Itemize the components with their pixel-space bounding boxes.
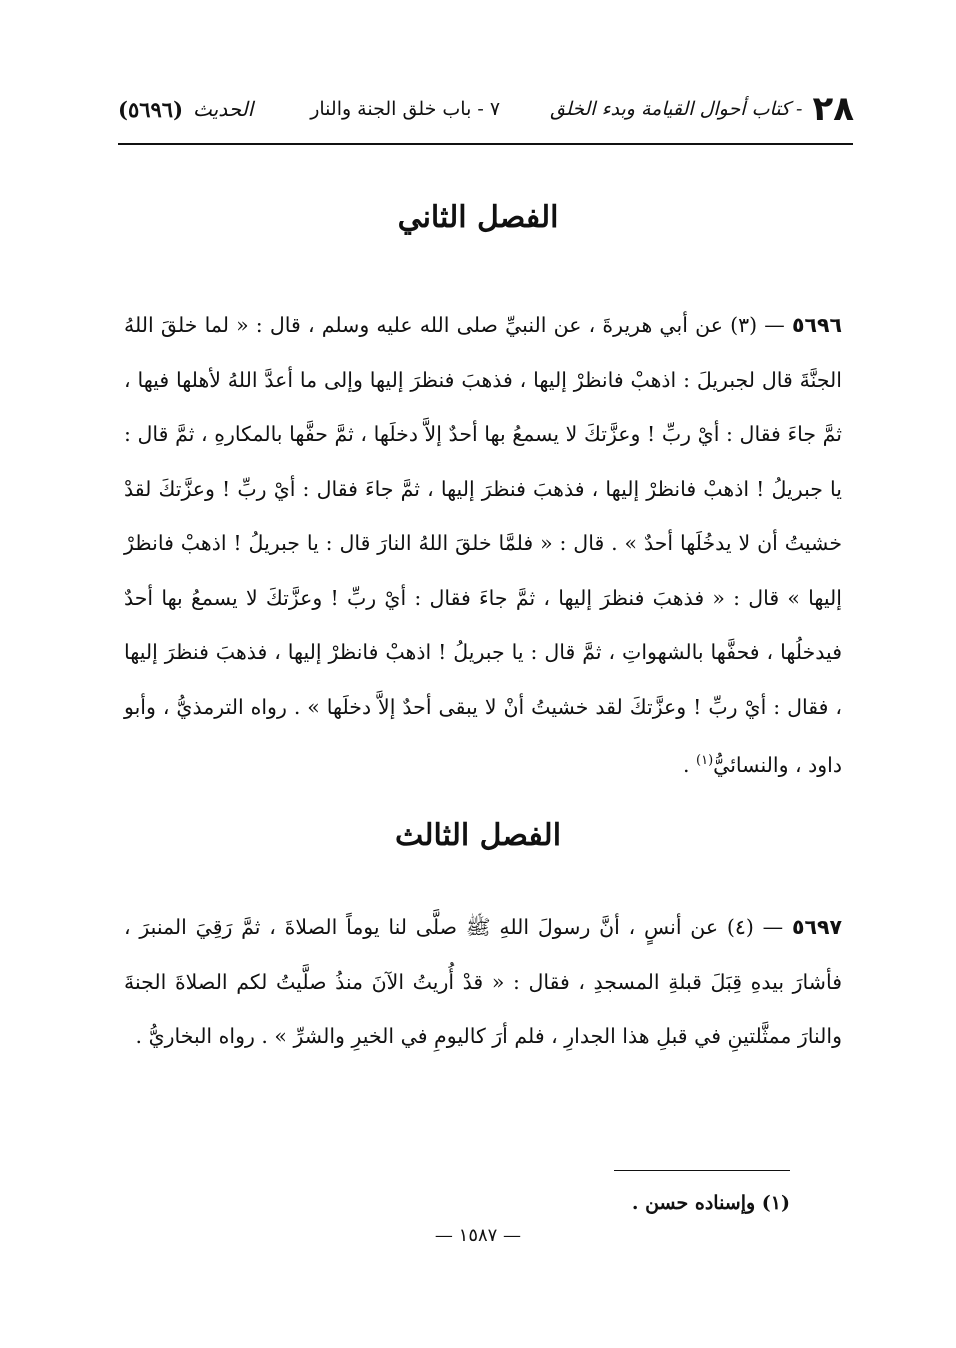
chapter-title: ٧ - باب خلق الجنة والنار [310, 98, 501, 120]
section-title-second: الفصل الثاني [397, 200, 559, 235]
footnote: (١) وإسناده حسن . [631, 1192, 790, 1214]
hadith-label: الحديث [193, 97, 254, 121]
book-title: - كتاب أحوال القيامة وبدء الخلق [550, 98, 803, 120]
header-book-info [310, 89, 854, 129]
running-header [118, 80, 854, 138]
footnote-reference: (١) [696, 753, 714, 768]
hadith-text: — (٣) عن أبي هريرةَ ، عن النبيِّ صلى الله عليه وسلم ، قال : « لما خلقَ اللهُ الجنَّةَ قال لجبريلَ : اذهبْ فانظرْ إليها ، فذهبَ فنظرَ إليها وإلى ما أعدَّ اللهُ لأهلها فيها ، ثمَّ جاءَ فقال : أيْ ربِّ ! وعزَّتكَ لا يسمعُ بها أحدٌ إلاَّ دخلَها ، ثمَّ حفَّها بالمكارهِ ، ثمَّ قال : يا جبريلُ ! اذهبْ فانظرْ إليها ، فذهبَ فنظرَ إليها ، ثمَّ جاءَ فقال : أيْ ربِّ ! وعزَّتكَ لقدْ خشيتُ أن لا يدخُلَها أحدٌ » . قال : « فلمَّا خلقَ اللهُ النارَ قال : يا جبريلُ ! اذهبْ فانظرْ إليها » قال : « فذهبَ فنظرَ إليها ، ثمَّ جاءَ فقال : أيْ ربِّ ! وعزَّتكَ لا يسمعُ بها أحدٌ فيدخلُها ، فحفَّها بالشهواتِ ، ثمَّ قال : يا جبريلُ ! اذهبْ فانظرْ إليها ، فذهبَ فنظرَ إليها ، فقال : أيْ ربِّ ! وعزَّتكَ لقد خشيتُ أنْ لا يبقى أحدٌ إلاَّ دخلَها » . رواه الترمذيُّ ، وأبو داود ، والنسائيُّ [124, 313, 842, 777]
header-divider [118, 143, 853, 145]
hadith-paragraph-5697 [124, 900, 842, 1064]
section-title-third: الفصل الثالث [394, 818, 562, 853]
hadith-range: (٥٦٩٦) [118, 96, 183, 122]
footnote-divider [614, 1170, 790, 1171]
hadith-number: ٥٦٩٧ [791, 915, 843, 939]
hadith-paragraph-5696 [124, 298, 842, 792]
hadith-trailing-punctuation: . [682, 752, 696, 777]
book-number: ٢٨ [812, 89, 854, 129]
header-hadith-info [118, 97, 253, 122]
hadith-text: — (٤) عن أنسٍ ، أنَّ رسولَ اللهِ ﷺ صلَّى لنا يوماً الصلاةَ ، ثمَّ رَقِيَ المنبرَ ، فأشارَ بيدهِ قِبَلَ قبلةِ المسجدِ ، فقال : « قدْ أُريتُ الآنَ منذُ صلَّيتُ لكم الصلاةَ الجنةَ والنارَ ممثَّلتينِ في قبلِ هذا الجدارِ ، فلم أرَ كاليومِ في الخيرِ والشرِّ » . رواه البخاريُّ . [124, 915, 842, 1048]
page-number: — ١٥٨٧ — [434, 1225, 522, 1246]
hadith-number: ٥٦٩٦ [791, 313, 842, 337]
